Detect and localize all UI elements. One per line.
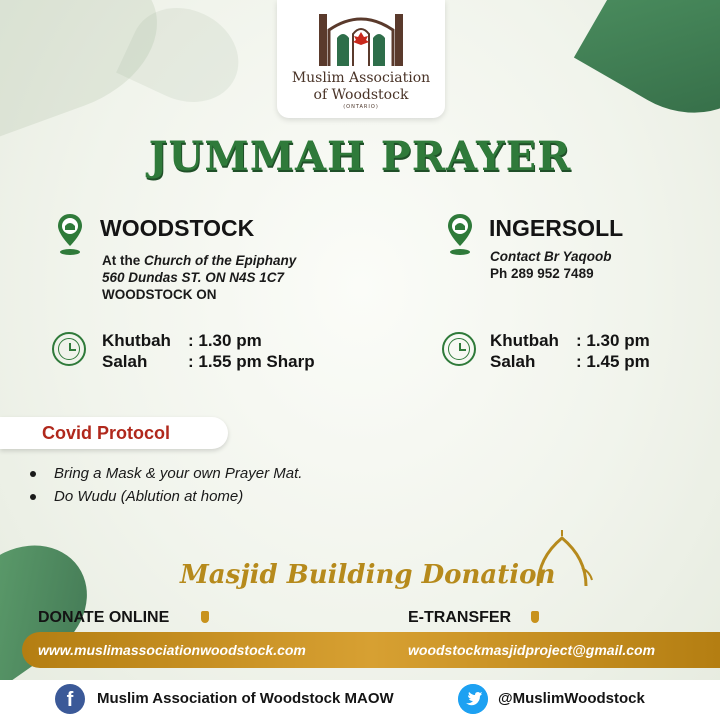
monstera-leaf [574,0,720,142]
khutbah-label: Khutbah [102,331,171,350]
location-pin-icon [446,212,474,256]
ingersoll-times [490,330,650,372]
list-item: Do Wudu (Ablution at home) [30,488,302,511]
clock-icon [52,332,86,366]
address-street: 560 Dundas ST. ON N4S 1C7 [102,270,285,285]
logo-name-line1: Muslim Association [291,70,431,86]
salah-time: : 1.45 pm [576,352,650,371]
covid-protocol-label: Covid Protocol [42,423,171,443]
ingersoll-contact [490,248,612,282]
twitter-icon[interactable] [458,684,488,714]
location-pin-icon [56,212,84,256]
list-item: Bring a Mask & your own Prayer Mat. [30,465,302,488]
salah-label: Salah [102,352,148,371]
twitter-handle[interactable]: @MuslimWoodstock [498,690,645,707]
location-title-woodstock: WOODSTOCK [100,215,255,241]
clock-icon [442,332,476,366]
contact-name: Contact Br Yaqoob [490,249,612,264]
donation-email-link[interactable]: woodstockmasjidproject@gmail.com [408,642,656,658]
woodstock-times [102,330,315,372]
arrow-down-icon [201,611,209,623]
mosque-logo-icon [311,8,411,68]
logo-name-line2: of Woodstock [313,87,409,103]
arrow-down-icon [531,611,539,623]
page-title: JUMMAH PRAYER [148,133,572,180]
covid-list [30,465,302,511]
location-title-ingersoll: INGERSOLL [489,215,624,241]
khutbah-time: : 1.30 pm [576,331,650,350]
address-prefix: At the [102,253,144,268]
address-city: WOODSTOCK ON [102,287,217,302]
woodstock-address [102,252,296,303]
donate-online-label: DONATE ONLINE [38,609,170,626]
etransfer-label: E-TRANSFER [408,609,512,626]
address-venue: Church of the Epiphany [144,253,297,268]
facebook-icon[interactable]: f [55,684,85,714]
khutbah-label: Khutbah [490,331,559,350]
donation-website-link[interactable]: www.muslimassociationwoodstock.com [38,642,306,658]
donation-title: Masjid Building Donation [180,560,556,590]
khutbah-time: : 1.30 pm [188,331,262,350]
facebook-handle[interactable]: Muslim Association of Woodstock MAOW [97,690,394,707]
salah-time: : 1.55 pm Sharp [188,352,315,371]
logo-region: (ONTARIO) [343,104,379,110]
salah-label: Salah [490,352,536,371]
covid-protocol-tab [0,417,228,449]
contact-phone: Ph 289 952 7489 [490,266,594,281]
logo [277,0,445,118]
